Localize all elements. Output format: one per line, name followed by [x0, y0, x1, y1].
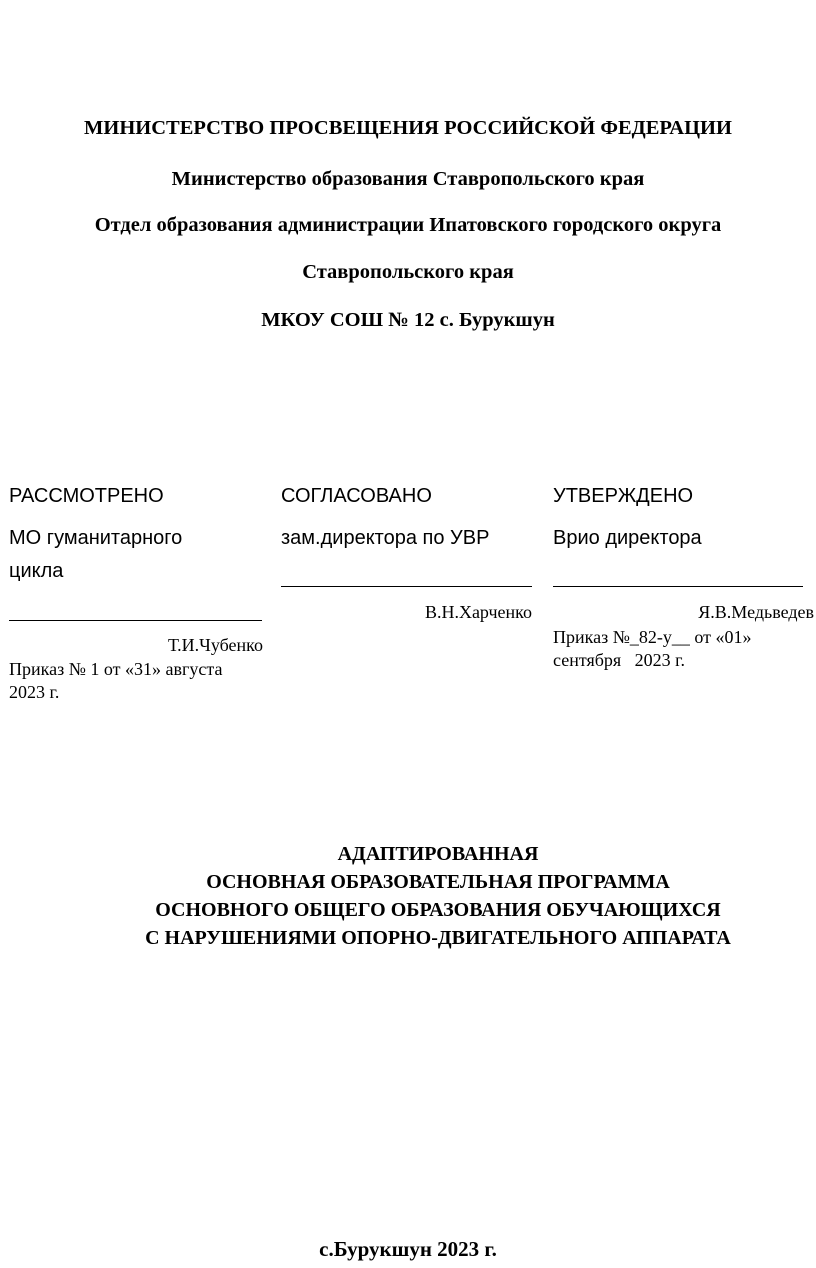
reviewed-role-line2: цикла	[9, 560, 64, 582]
approved-signatory: Я.В.Медьведев	[698, 602, 814, 622]
ministry-regional-heading: Министерство образования Ставропольского края	[171, 168, 645, 190]
approved-signature-line	[553, 586, 803, 587]
reviewed-order-line2: 2023 г.	[9, 682, 60, 702]
approved-order-line2: сентября 2023 г.	[553, 650, 686, 670]
agreed-signature-line	[281, 586, 532, 587]
reviewed-order-line1: Приказ № 1 от «31» августа	[9, 659, 223, 679]
program-title-line1: АДАПТИРОВАННАЯ	[337, 843, 539, 865]
reviewed-signatory: Т.И.Чубенко	[167, 635, 263, 655]
program-title-line4: С НАРУШЕНИЯМИ ОПОРНО-ДВИГАТЕЛЬНОГО АППАРАТА	[145, 927, 731, 949]
program-title-line2: ОСНОВНАЯ ОБРАЗОВАТЕЛЬНАЯ ПРОГРАММА	[206, 871, 670, 893]
agreed-role-line1: зам.директора по УВР	[281, 527, 490, 549]
approved-label: УТВЕРЖДЕНО	[553, 485, 694, 507]
approved-role-line1: Врио директора	[553, 527, 702, 549]
footer-place-year: с.Бурукшун 2023 г.	[319, 1237, 497, 1261]
ministry-federal-heading: МИНИСТЕРСТВО ПРОСВЕЩЕНИЯ РОССИЙСКОЙ ФЕДЕРАЦИИ	[84, 117, 732, 139]
agreed-signatory: В.Н.Харченко	[424, 602, 532, 622]
reviewed-signature-line	[9, 620, 262, 621]
approved-order-line1: Приказ №_82-у__ от «01»	[553, 627, 752, 647]
program-title-line3: ОСНОВНОГО ОБЩЕГО ОБРАЗОВАНИЯ ОБУЧАЮЩИХСЯ	[155, 899, 721, 921]
department-heading-line2: Ставропольского края	[302, 261, 514, 283]
department-heading-line1: Отдел образования администрации Ипатовского городского округа	[94, 214, 722, 236]
agreed-label: СОГЛАСОВАНО	[281, 485, 432, 507]
reviewed-label: РАССМОТРЕНО	[9, 485, 164, 507]
reviewed-role-line1: МО гуманитарного	[9, 527, 183, 549]
school-heading: МКОУ СОШ № 12 с. Бурукшун	[261, 309, 555, 331]
